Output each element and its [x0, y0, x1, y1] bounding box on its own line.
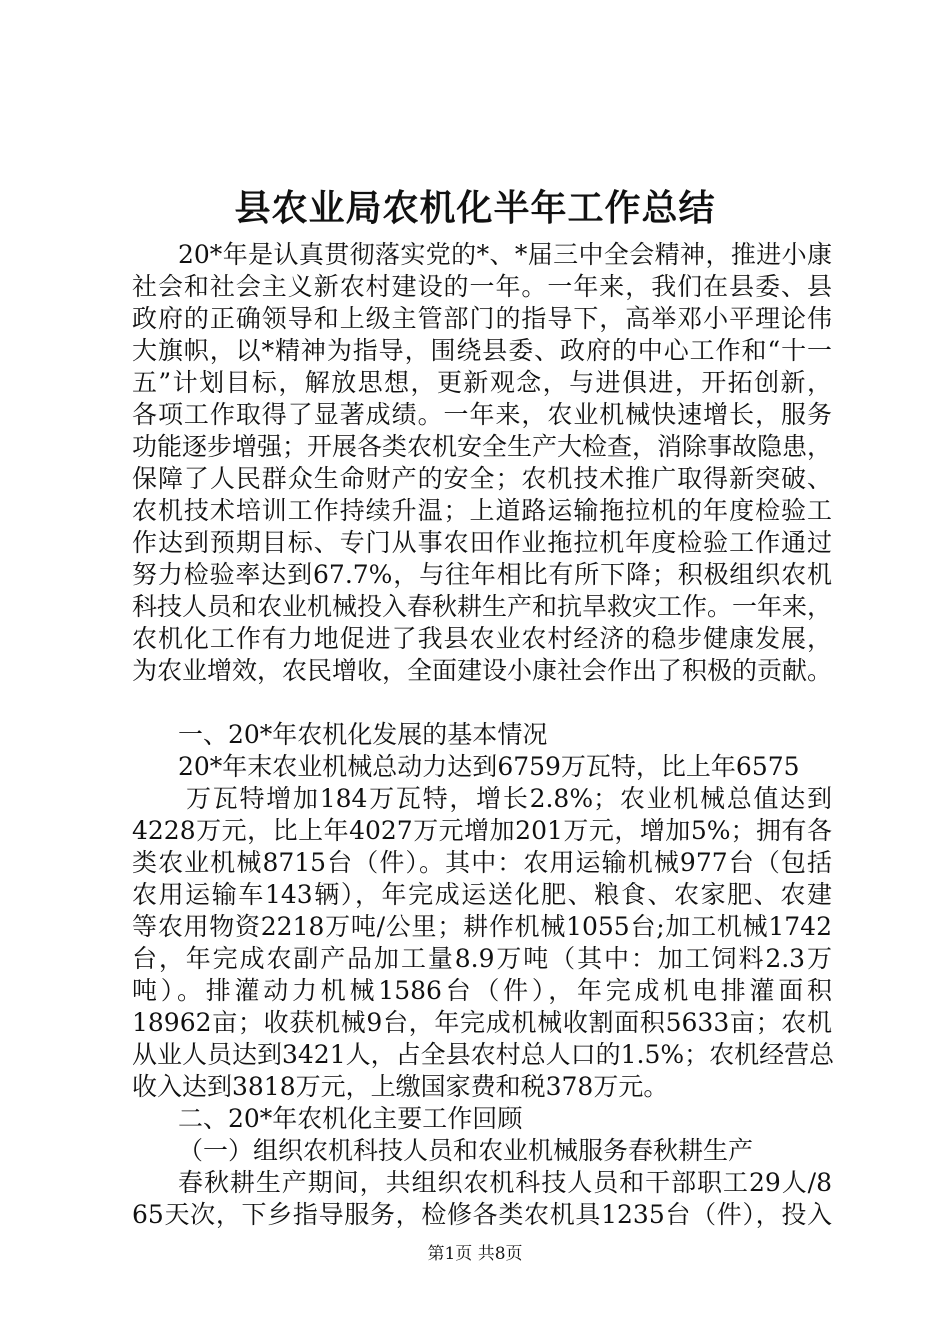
body-line-8: 保障了人民群众生命财产的安全；农机技术推广取得新突破、	[132, 464, 832, 493]
body-line-26: 收入达到3818万元，上缴国家费和税378万元。	[132, 1072, 669, 1101]
body-line-6: 各项工作取得了显著成绩。一年来，农业机械快速增长，服务	[132, 400, 832, 429]
body-line-13: 农机化工作有力地促进了我县农业农村经济的稳步健康发展，	[132, 624, 832, 653]
body-line-3: 政府的正确领导和上级主管部门的指导下，高举邓小平理论伟	[132, 304, 832, 333]
page-total: 共8页	[477, 1244, 523, 1264]
body-line-29: 春秋耕生产期间，共组织农机科技人员和干部职工29人/8	[178, 1168, 832, 1197]
body-line-21: 等农用物资2218万吨/公里；耕作机械1055台;加工机械1742	[132, 912, 832, 941]
page-footer	[0, 1242, 950, 1266]
body-line-16: 20*年末农业机械总动力达到6759万瓦特，比上年6575	[178, 752, 800, 781]
body-line-4: 大旗帜，以*精神为指导，围绕县委、政府的中心工作和“十一	[132, 336, 832, 365]
body-line-14: 为农业增效，农民增收，全面建设小康社会作出了积极的贡献。	[132, 656, 833, 685]
page-number: 第1页	[427, 1244, 473, 1264]
body-line-17: 万瓦特增加184万瓦特，增长2.8%；农业机械总值达到	[186, 784, 832, 813]
body-line-20: 农用运输车143辆），年完成运送化肥、粮食、农家肥、农建	[132, 880, 832, 909]
body-line-23: 吨）。排灌动力机械1586台（件），年完成机电排灌面积	[132, 976, 832, 1005]
body-line-9: 农机技术培训工作持续升温；上道路运输拖拉机的年度检验工	[132, 496, 832, 525]
body-line-1: 20*年是认真贯彻落实党的*、*届三中全会精神，推进小康	[178, 240, 832, 269]
section-heading-1: 一、20*年农机化发展的基本情况	[178, 720, 548, 749]
body-line-5: 五”计划目标，解放思想，更新观念，与进俱进，开拓创新，	[132, 368, 832, 397]
body-line-7: 功能逐步增强；开展各类农机安全生产大检查，消除事故隐患，	[132, 432, 833, 461]
body-line-19: 类农业机械8715台（件）。其中：农用运输机械977台（包括	[132, 848, 832, 877]
body-line-11: 努力检验率达到67.7%，与往年相比有所下降；积极组织农机	[132, 560, 832, 589]
body-line-25: 从业人员达到3421人，占全县农村总人口的1.5%；农机经营总	[132, 1040, 835, 1069]
body-line-12: 科技人员和农业机械投入春秋耕生产和抗旱救灾工作。一年来，	[132, 592, 833, 621]
document-title: 县农业局农机化半年工作总结	[234, 187, 716, 229]
body-line-10: 作达到预期目标、专门从事农田作业拖拉机年度检验工作通过	[132, 528, 832, 557]
subsection-heading-1: （一）组织农机科技人员和农业机械服务春秋耕生产	[178, 1136, 754, 1165]
body-line-24: 18962亩；收获机械9台，年完成机械收割面积5633亩；农机	[132, 1008, 832, 1037]
section-heading-2: 二、20*年农机化主要工作回顾	[178, 1104, 523, 1133]
body-line-18: 4228万元，比上年4027万元增加201万元，增加5%；拥有各	[132, 816, 832, 845]
body-line-2: 社会和社会主义新农村建设的一年。一年来，我们在县委、县	[132, 272, 832, 301]
body-line-22: 台，年完成农副产品加工量8.9万吨（其中：加工饲料2.3万	[132, 944, 832, 973]
body-line-30: 65天次，下乡指导服务，检修各类农机具1235台（件），投入	[132, 1200, 832, 1229]
